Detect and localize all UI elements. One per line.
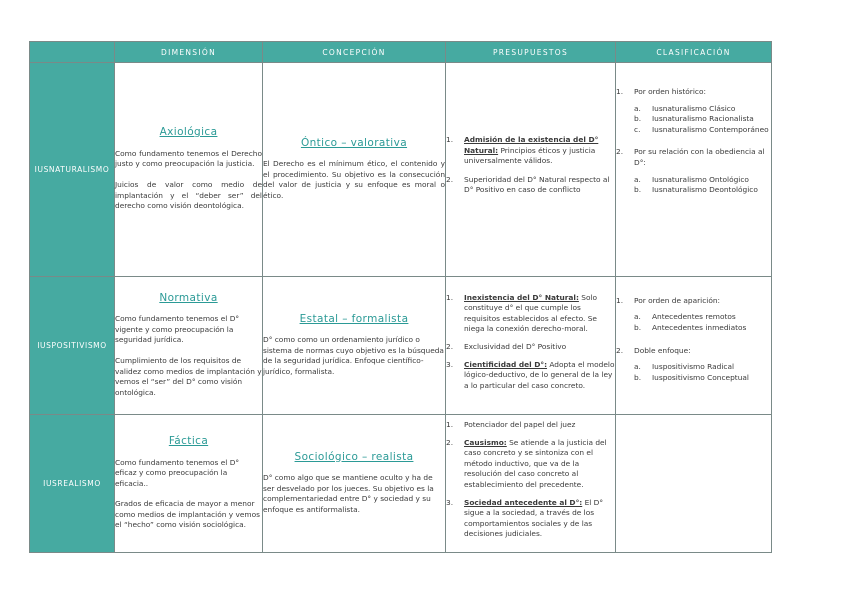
concepcion-cell <box>263 277 446 415</box>
item-text: Doble enfoque: <box>634 345 691 355</box>
clasificacion-item <box>616 87 771 135</box>
sub-item <box>634 185 771 196</box>
sub-item <box>634 104 771 115</box>
presupuesto-item <box>446 175 615 196</box>
presupuesto-item <box>446 498 615 540</box>
sub-text: Iusnaturalismo Deontológico <box>652 185 758 195</box>
item-number: 3. <box>446 359 454 369</box>
presupuesto-item <box>446 342 615 353</box>
item-number: 2. <box>616 147 624 157</box>
dimension-paragraph: Como fundamento tenemos el D° eficaz y como preocupación la eficacia.. <box>115 457 240 488</box>
dimension-cell <box>115 277 263 415</box>
item-number: 2. <box>616 345 624 355</box>
clasificacion-item <box>616 346 771 384</box>
presupuesto-item <box>446 420 615 431</box>
clasificacion-list <box>616 87 771 196</box>
clasificacion-cell <box>616 63 772 277</box>
sub-item <box>634 114 771 125</box>
header-presupuestos: PRESUPUESTOS <box>446 42 616 63</box>
presupuestos-list <box>446 135 615 196</box>
concepcion-title: Sociológico – realista <box>294 450 414 463</box>
sub-number: b. <box>634 322 642 332</box>
item-text <box>464 135 615 167</box>
sub-list <box>616 362 771 383</box>
presupuesto-item <box>446 293 615 335</box>
item-heading: Inexistencia del D° Natural: <box>464 292 579 302</box>
item-number: 1. <box>446 135 454 145</box>
clasificacion-heading-row <box>616 87 771 98</box>
sub-list <box>616 175 771 196</box>
item-number: 1. <box>446 292 454 302</box>
header-corner <box>30 42 115 63</box>
dimension-title: Fáctica <box>168 434 209 447</box>
item-number: 2. <box>446 437 454 447</box>
item-number: 2. <box>446 342 454 351</box>
item-text <box>464 342 615 353</box>
sub-text: Iusnaturalismo Ontológico <box>652 174 749 184</box>
row-label: IUSREALISMO <box>30 415 115 553</box>
item-heading: Sociedad antecedente al D°: <box>464 497 583 507</box>
sub-text: Iusnaturalismo Contemporáneo <box>652 124 769 134</box>
sub-number: c. <box>634 124 641 134</box>
presupuesto-item <box>446 135 615 167</box>
presupuesto-item <box>446 438 615 491</box>
sub-number: b. <box>634 372 642 382</box>
clasificacion-item <box>616 147 771 195</box>
dimension-paragraph: Juicios de valor como medio de implantación y el “deber ser” del derecho como visión deontológica. <box>115 180 262 211</box>
sub-item <box>634 373 771 384</box>
concepcion-title: Óntico – valorativa <box>300 136 408 149</box>
dimension-title: Axiológica <box>159 126 218 139</box>
clasificacion-item <box>616 296 771 334</box>
dimension-title: Normativa <box>159 291 218 304</box>
row-iuspositivismo <box>30 277 772 415</box>
sub-text: Iuspositivismo Conceptual <box>652 372 749 382</box>
row-iusrealismo <box>30 415 772 553</box>
item-heading: Cientificidad del D°: <box>464 359 548 369</box>
sub-list <box>616 104 771 136</box>
item-body: El D° sigue a la sociedad, a través de los comportamientos sociales y de las decisiones judiciales. <box>464 497 604 539</box>
item-body: Exclusividad del D° Positivo <box>464 342 567 351</box>
sub-text: Iuspositivismo Radical <box>652 362 735 372</box>
item-number: 1. <box>446 420 454 430</box>
item-body: Principios éticos y justicia universalmente válidos. <box>464 145 596 166</box>
dimension-paragraph: Como fundamento tenemos el Derecho justo y como preocupación la justicia. <box>115 148 262 169</box>
concepcion-text: D° como como un ordenamiento jurídico o sistema de normas cuyo objetivo es la búsqueda de la seguridad jurídica. Enfoque científico-jurídico, formalista. <box>263 335 444 376</box>
item-text <box>464 293 615 335</box>
item-body: Solo constituye d° el que cumple los requisitos establecidos al efecto. Se niega la conexión derecho-moral. <box>464 292 598 334</box>
sub-number: b. <box>634 185 642 195</box>
item-body: Adopta el modelo lógico-deductivo, de lo general de la ley a lo particular del caso concreto. <box>464 359 615 390</box>
dimension-cell <box>115 63 263 277</box>
presupuestos-list <box>446 420 615 540</box>
row-label: IUSPOSITIVISMO <box>30 277 115 415</box>
clasificacion-list <box>616 296 771 384</box>
sub-text: Iusnaturalismo Clásico <box>652 103 736 113</box>
item-text <box>464 420 615 431</box>
row-iusnaturalismo <box>30 63 772 277</box>
concepcion-title: Estatal – formalista <box>299 312 409 325</box>
item-number: 3. <box>446 497 454 507</box>
sub-list <box>616 312 771 333</box>
item-text <box>464 438 615 491</box>
header-concepcion: CONCEPCIÓN <box>263 42 446 63</box>
concepcion-cell <box>263 63 446 277</box>
item-text <box>464 498 615 540</box>
sub-item <box>634 125 771 136</box>
sub-item <box>634 312 771 323</box>
concepcion-text: El Derecho es el mínimum ético, el contenido y el procedimiento. Su objetivo es la consecución del valor de justicia y su enfoque es moral o ético. <box>263 159 445 200</box>
sub-text: Antecedentes inmediatos <box>652 322 747 332</box>
clasificacion-heading-row <box>616 147 771 168</box>
sub-text: Iusnaturalismo Racionalista <box>652 114 754 124</box>
header-row <box>30 42 772 63</box>
item-heading: Admisión de la existencia del D° Natural: <box>464 135 599 155</box>
dimension-cell <box>115 415 263 553</box>
presupuestos-cell <box>446 277 616 415</box>
item-text: Por su relación con la obediencia al D°: <box>634 147 765 167</box>
item-number: 2. <box>446 174 454 184</box>
concepcion-cell <box>263 415 446 553</box>
header-dimension: DIMENSIÓN <box>115 42 263 63</box>
sub-number: a. <box>634 362 641 372</box>
clasificacion-heading-row <box>616 346 771 357</box>
clasificacion-cell <box>616 415 772 553</box>
item-body: Potenciador del papel del juez <box>464 420 576 430</box>
sub-number: b. <box>634 114 642 124</box>
row-label: IUSNATURALISMO <box>30 63 115 277</box>
presupuestos-list <box>446 293 615 392</box>
comparison-table <box>29 41 772 553</box>
presupuestos-cell <box>446 63 616 277</box>
presupuestos-cell <box>446 415 616 553</box>
sub-number: a. <box>634 103 641 113</box>
dimension-paragraph: Cumplimiento de los requisitos de validez como medios de implantación y vemos el “ser” del D° como visión ontológica. <box>115 356 262 397</box>
item-text: Por orden histórico: <box>634 87 706 96</box>
sub-item <box>634 323 771 334</box>
item-text <box>464 175 615 196</box>
sub-item <box>634 362 771 373</box>
sub-item <box>634 175 771 186</box>
item-number: 1. <box>616 295 624 305</box>
concepcion-text: D° como algo que se mantiene oculto y ha de ser desvelado por los jueces. Su objetivo es la complementariedad entre D° y sociedad y su enfoque es antiformalista. <box>263 473 434 514</box>
dimension-paragraph: Como fundamento tenemos el D° vigente y como preocupación la seguridad jurídica. <box>115 314 240 345</box>
presupuesto-item <box>446 360 615 392</box>
item-body: Superioridad del D° Natural respecto al D° Positivo en caso de conflicto <box>464 174 610 195</box>
item-number: 1. <box>616 87 624 96</box>
sub-text: Antecedentes remotos <box>652 312 736 322</box>
clasificacion-cell <box>616 277 772 415</box>
clasificacion-heading-row <box>616 296 771 307</box>
item-text: Por orden de aparición: <box>634 295 721 305</box>
sub-number: a. <box>634 174 641 184</box>
item-text <box>464 360 615 392</box>
sub-number: a. <box>634 312 641 322</box>
item-heading: Causismo: <box>464 437 507 447</box>
item-body: Se atiende a la justicia del caso concreto y se sintoniza con el método inductivo, que va de la resolución del caso concreto al establecimiento del precedente. <box>464 437 607 489</box>
header-clasificacion: CLASIFICACIÓN <box>616 42 772 63</box>
dimension-paragraph: Grados de eficacia de mayor a menor como medios de implantación y vemos el “hecho” como visión sociológica. <box>115 499 260 530</box>
